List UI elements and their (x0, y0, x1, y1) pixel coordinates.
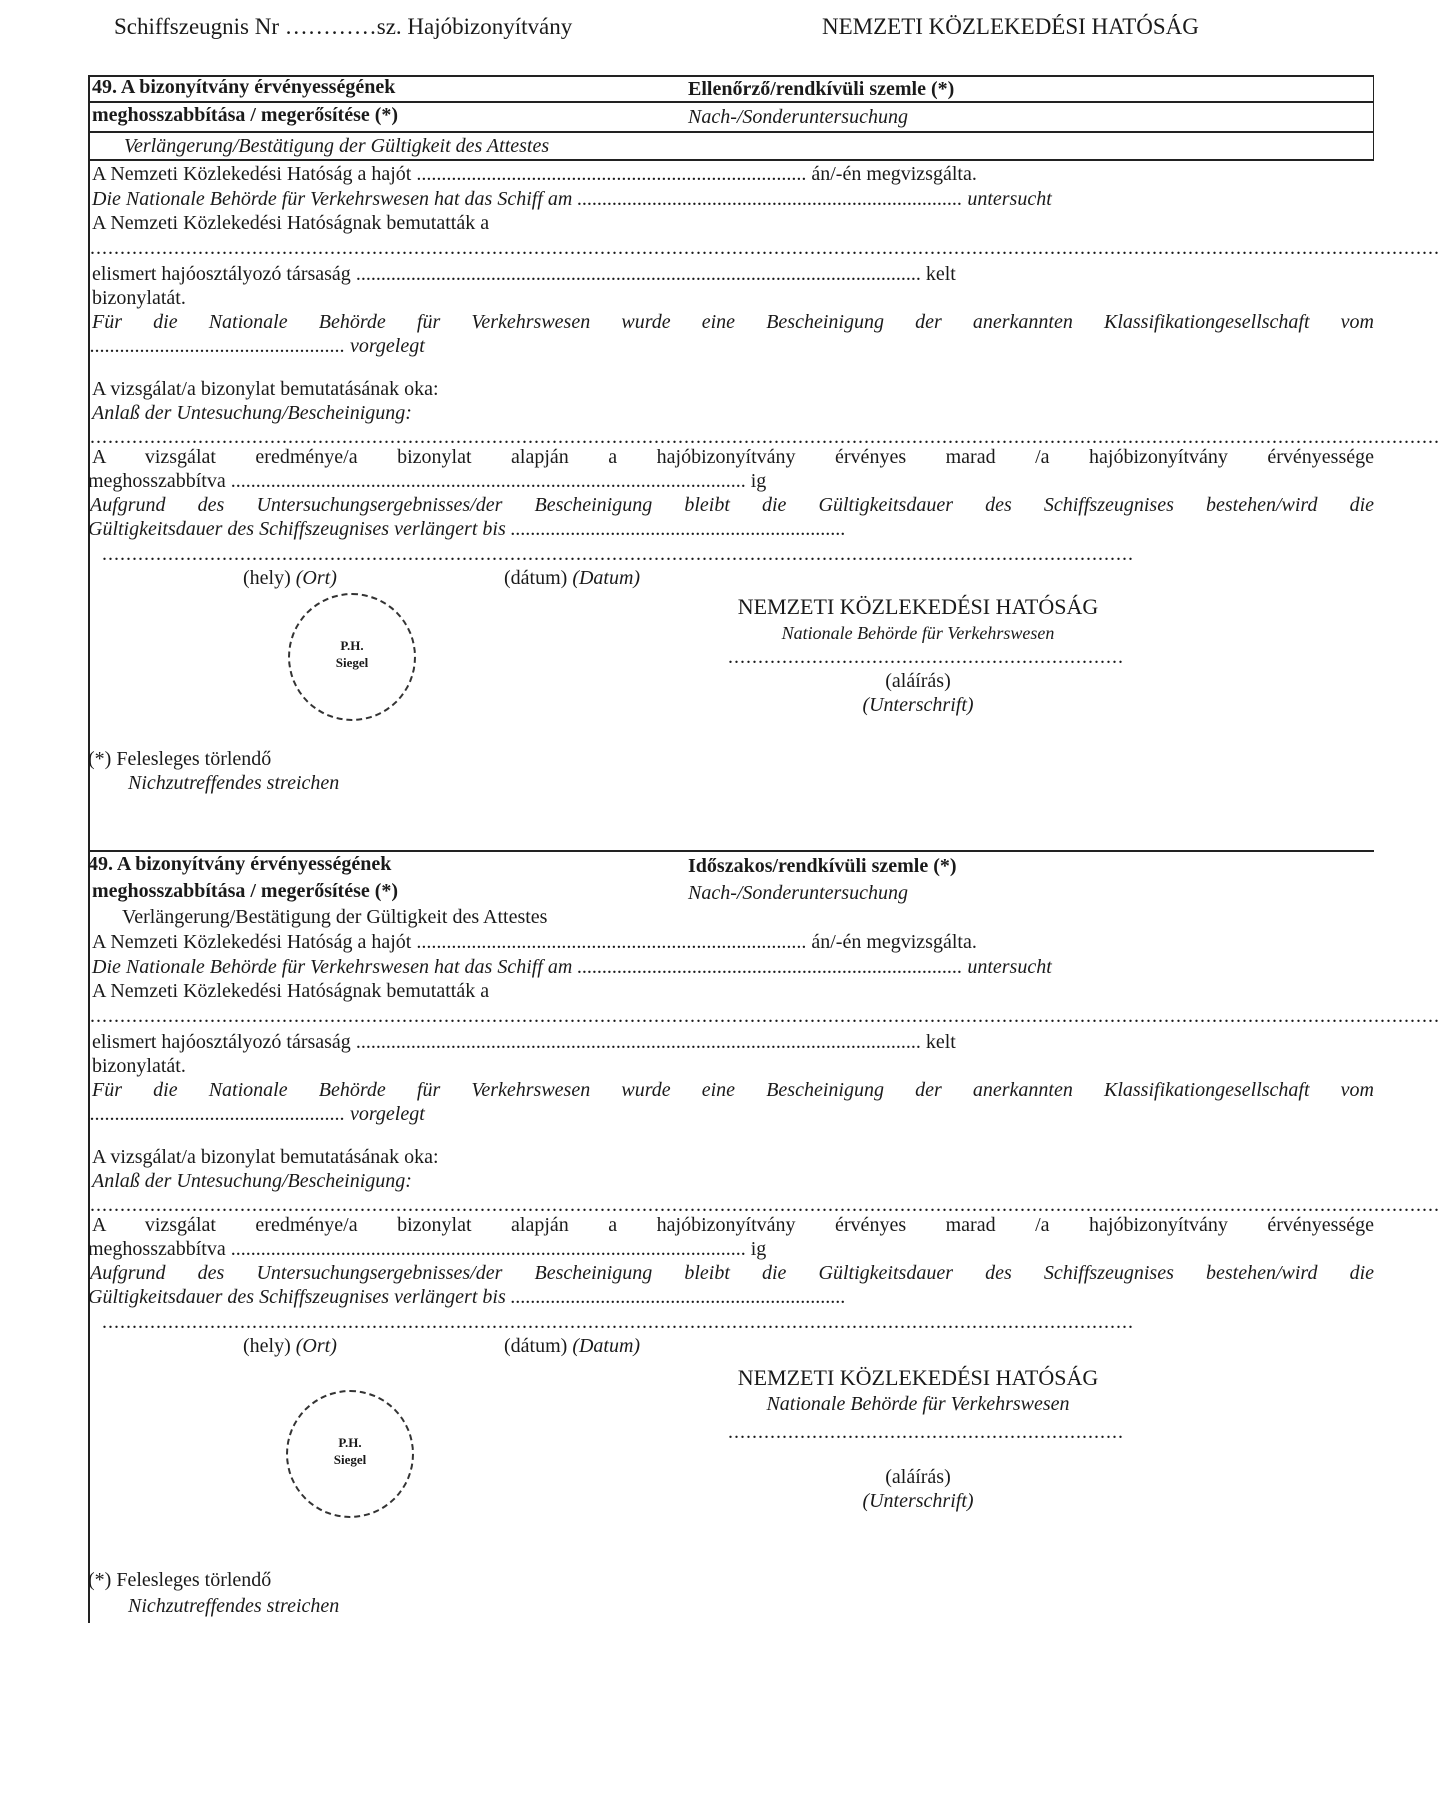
signature-field: .................................................................. (728, 1421, 1124, 1443)
reason-label-german: Anlaß der Untesuchung/Bescheinigung: (92, 1170, 412, 1192)
renewal-section-1 (88, 75, 1440, 850)
signature-field: .................................................................. (728, 646, 1124, 668)
certificate-label: bizonylatát. (92, 1055, 186, 1077)
exam-date-line-german: Die Nationale Behörde für Verkehrswesen hat das Schiff am ............................................................................. untersucht (92, 956, 1052, 978)
presented-german: Für die Nationale Behörde für Verkehrswesen wurde eine Bescheinigung der anerkannten Klassifikationgesellschaft vom (92, 1079, 1374, 1101)
inspection-type-label: Ellenőrző/rendkívüli szemle (*) (688, 78, 955, 100)
section-subtitle: meghosszabbítása / megerősítése (*) (92, 880, 399, 902)
result-line: A vizsgálat eredménye/a bizonylat alapján a hajóbizonyítvány érvényes marad /a hajóbizonyítvány érvényessége (92, 1214, 1374, 1236)
footnote-german: Nichzutreffendes streichen (128, 772, 340, 794)
signature-label-german: (Unterschrift) (862, 1490, 974, 1512)
presented-german-end: ................................................... vorgelegt (90, 335, 425, 357)
seal-stamp: P.H. Siegel (288, 593, 416, 721)
footnote: (*) Felesleges törlendő (88, 748, 272, 770)
reason-field: ................................................................................................................................................................................................................................. (90, 1194, 1440, 1216)
presented-line: A Nemzeti Közlekedési Hatóságnak bemutatták a (92, 212, 490, 234)
extension-line: meghosszabbítva ....................................................................................................... ig (88, 470, 767, 492)
authority-name: NEMZETI KÖZLEKEDÉSI HATÓSÁG (737, 594, 1099, 619)
presented-line: A Nemzeti Közlekedési Hatóságnak bemutatták a (92, 980, 490, 1002)
place-date-field: ............................................................................................................................................................................ (102, 1311, 1134, 1333)
section-title: 49. A bizonyítvány érvényességének (88, 853, 392, 875)
society-line: elismert hajóosztályozó társaság ................................................................................................................. kelt (92, 1031, 956, 1053)
seal-stamp: P.H. Siegel (286, 1390, 414, 1518)
presented-german: Für die Nationale Behörde für Verkehrswesen wurde eine Bescheinigung der anerkannten Klassifikationgesellschaft vom (92, 311, 1374, 333)
authority-name-german: Nationale Behörde für Verkehrswesen (781, 623, 1055, 643)
presented-german-end: ................................................... vorgelegt (90, 1103, 425, 1125)
date-label: (dátum) (Datum) (504, 567, 641, 589)
place-label: (hely) (Ort) (243, 1335, 337, 1357)
section-title: 49. A bizonyítvány érvényességének (92, 76, 396, 98)
extension-line: meghosszabbítva ....................................................................................................... ig (88, 1238, 767, 1260)
header-certificate-number: Schiffszeugnis Nr …………sz. Hajóbizonyítvány (114, 14, 573, 39)
footnote: (*) Felesleges törlendő (88, 1569, 272, 1591)
authority-name: NEMZETI KÖZLEKEDÉSI HATÓSÁG (737, 1365, 1099, 1390)
inspection-type-german: Nach-/Sonderuntersuchung (688, 106, 908, 128)
reason-label: A vizsgálat/a bizonylat bemutatásának oka: (92, 378, 439, 400)
section-title-german: Verlängerung/Bestätigung der Gültigkeit des Attestes (122, 906, 548, 928)
signature-label: (aláírás) (885, 1466, 951, 1488)
exam-date-line-german: Die Nationale Behörde für Verkehrswesen hat das Schiff am ............................................................................. untersucht (92, 188, 1052, 210)
reason-label-german: Anlaß der Untesuchung/Bescheinigung: (92, 402, 412, 424)
society-line: elismert hajóosztályozó társaság ................................................................................................................. kelt (92, 263, 956, 285)
section-title-german: Verlängerung/Bestätigung der Gültigkeit des Attestes (124, 135, 550, 157)
reason-field: ................................................................................................................................................................................................................................. (90, 426, 1440, 448)
blank-field: ................................................................................................................................................................................................................................. (90, 1005, 1440, 1027)
result-line-german: Aufgrund des Untersuchungsergebnisses/der Bescheinigung bleibt die Gültigkeitsdauer des Schiffszeugnises bestehen/wird die (90, 494, 1374, 516)
inspection-type-label: Időszakos/rendkívüli szemle (*) (688, 855, 957, 877)
inspection-type-german: Nach-/Sonderuntersuchung (688, 882, 908, 904)
place-label: (hely) (Ort) (243, 567, 337, 589)
section-subtitle: meghosszabbítása / megerősítése (*) (92, 104, 399, 126)
place-date-field: ............................................................................................................................................................................ (102, 543, 1134, 565)
footnote-german: Nichzutreffendes streichen (128, 1595, 340, 1617)
reason-label: A vizsgálat/a bizonylat bemutatásának oka: (92, 1146, 439, 1168)
signature-label-german: (Unterschrift) (862, 694, 974, 716)
extension-line-german: Gültigkeitsdauer des Schiffszeugnises verlängert bis ................................................................... (88, 518, 846, 540)
authority-name-german: Nationale Behörde für Verkehrswesen (766, 1393, 1070, 1415)
exam-date-line: A Nemzeti Közlekedési Hatóság a hajót .............................................................................. án/-én megvizsgálta. (92, 931, 977, 953)
result-line-german: Aufgrund des Untersuchungsergebnisses/der Bescheinigung bleibt die Gültigkeitsdauer des Schiffszeugnises bestehen/wird die (90, 1262, 1374, 1284)
header-authority: NEMZETI KÖZLEKEDÉSI HATÓSÁG (822, 14, 1199, 39)
renewal-section-2 (88, 850, 1440, 1623)
date-label: (dátum) (Datum) (504, 1335, 641, 1357)
blank-field: ................................................................................................................................................................................................................................. (90, 237, 1440, 259)
certificate-label: bizonylatát. (92, 287, 186, 309)
result-line: A vizsgálat eredménye/a bizonylat alapján a hajóbizonyítvány érvényes marad /a hajóbizonyítvány érvényessége (92, 446, 1374, 468)
exam-date-line: A Nemzeti Közlekedési Hatóság a hajót .............................................................................. án/-én megvizsgálta. (92, 163, 977, 185)
signature-label: (aláírás) (885, 670, 951, 692)
extension-line-german: Gültigkeitsdauer des Schiffszeugnises verlängert bis ................................................................... (88, 1286, 846, 1308)
